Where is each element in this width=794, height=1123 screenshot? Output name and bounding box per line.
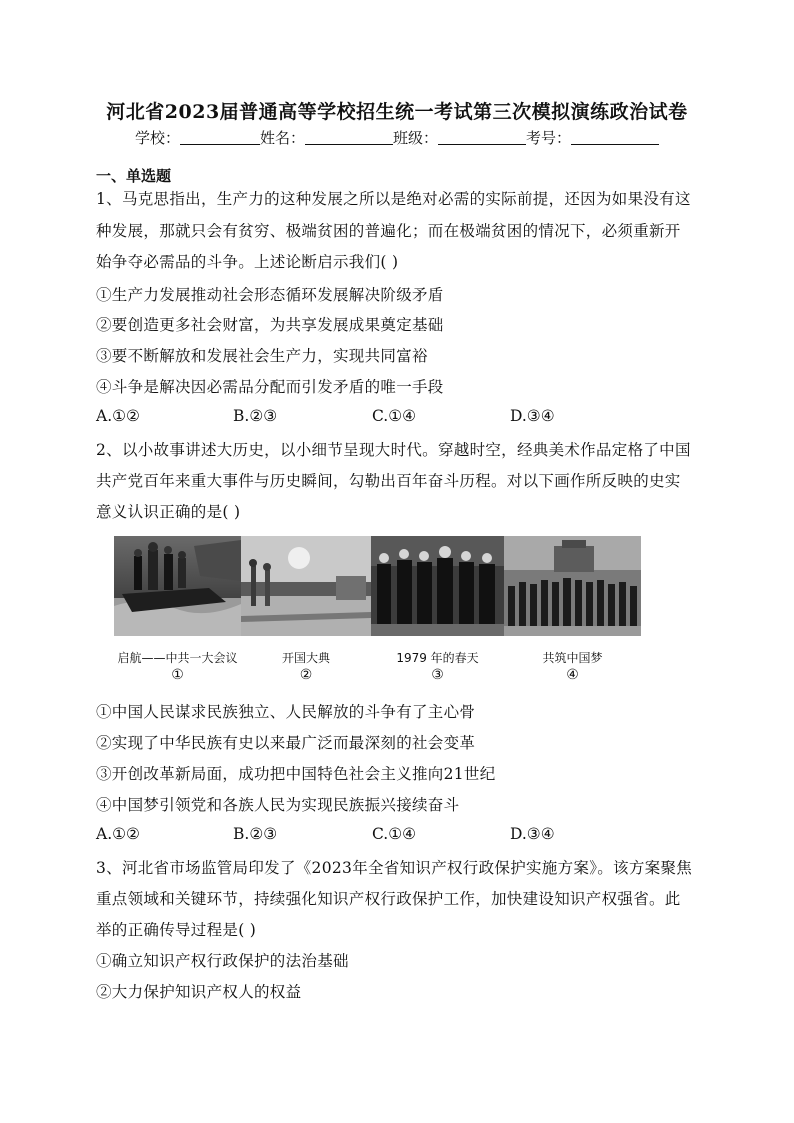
school-label: 学校：	[134, 129, 180, 147]
question-1-option-a[interactable]: A.①②	[96, 407, 140, 425]
section-heading: 一、单选题	[96, 167, 172, 185]
exam-title: 河北省2023届普通高等学校招生统一考试第三次模拟演练政治试卷	[106, 101, 688, 123]
painting-zhongguomeng-image	[504, 536, 641, 636]
question-2-option-a[interactable]: A.①②	[96, 825, 140, 843]
question-2-statement: ④中国梦引领党和各族人民为实现民族振兴接续奋斗	[96, 796, 460, 814]
question-3-line: 3、河北省市场监管局印发了《2023年全省知识产权行政保护实施方案》。该方案聚焦	[96, 859, 693, 877]
exam-no-blank[interactable]	[571, 130, 659, 145]
painting-caption: 启航——中共一大会议	[117, 651, 238, 665]
question-3-statement: ②大力保护知识产权人的权益	[96, 983, 302, 1001]
painting-1979-image	[371, 536, 504, 636]
class-label: 班级：	[393, 129, 439, 147]
question-1-statement: ③要不断解放和发展社会生产力，实现共同富裕	[96, 347, 428, 365]
paintings-figure	[114, 536, 644, 686]
question-1-statement: ④斗争是解决因必需品分配而引发矛盾的唯一手段	[96, 378, 444, 396]
question-1-line: 1、马克思指出，生产力的这种发展之所以是绝对必需的实际前提，还因为如果没有这	[96, 190, 691, 208]
exam-no-label: 考号：	[526, 129, 572, 147]
painting-number: ②	[299, 667, 313, 683]
question-2-statement: ②实现了中华民族有史以来最广泛而最深刻的社会变革	[96, 734, 476, 752]
question-1-option-c[interactable]: C.①④	[372, 407, 417, 425]
question-1-option-b[interactable]: B.②③	[233, 407, 278, 425]
question-2-statement: ①中国人民谋求民族独立、人民解放的斗争有了主心骨	[96, 703, 476, 721]
question-1-statement: ①生产力发展推动社会形态循环发展解决阶级矛盾	[96, 286, 444, 304]
name-label: 姓名：	[259, 129, 305, 147]
question-2-statement: ③开创改革新局面，成功把中国特色社会主义推向21世纪	[96, 765, 496, 783]
student-info-row	[0, 127, 794, 148]
question-2-line: 共产党百年来重大事件与历史瞬间，勾勒出百年奋斗历程。对以下画作所反映的史实	[96, 472, 681, 490]
question-2-option-d[interactable]: D.③④	[510, 825, 555, 843]
painting-caption: 1979 年的春天	[396, 651, 479, 665]
question-2-line: 2、以小故事讲述大历史，以小细节呈现大时代。穿越时空，经典美术作品定格了中国	[96, 441, 691, 459]
question-2-line: 意义认识正确的是( )	[96, 503, 241, 521]
question-3-line: 举的正确传导过程是( )	[96, 921, 257, 939]
painting-number: ①	[171, 667, 184, 683]
class-blank[interactable]	[438, 130, 526, 145]
question-1-option-d[interactable]: D.③④	[510, 407, 555, 425]
name-blank[interactable]	[305, 130, 393, 145]
painting-qidong-image	[114, 536, 241, 636]
question-3-statement: ①确立知识产权行政保护的法治基础	[96, 952, 349, 970]
painting-caption: 开国大典	[281, 651, 330, 665]
painting-caption: 共筑中国梦	[542, 651, 603, 665]
question-1-line: 始争夺必需品的斗争。上述论断启示我们( )	[96, 253, 399, 271]
question-2-option-b[interactable]: B.②③	[233, 825, 278, 843]
question-1-statement: ②要创造更多社会财富，为共享发展成果奠定基础	[96, 316, 444, 334]
question-1-line: 种发展，那就只会有贫穷、极端贫困的普遍化；而在极端贫困的情况下，必须重新开	[96, 222, 681, 240]
painting-number: ③	[431, 667, 444, 683]
school-blank[interactable]	[180, 130, 260, 145]
painting-number: ④	[566, 667, 579, 683]
question-3-line: 重点领域和关键环节，持续强化知识产权行政保护工作，加快建设知识产权强省。此	[96, 890, 681, 908]
question-2-option-c[interactable]: C.①④	[372, 825, 417, 843]
painting-kaiguo-image	[241, 536, 371, 636]
